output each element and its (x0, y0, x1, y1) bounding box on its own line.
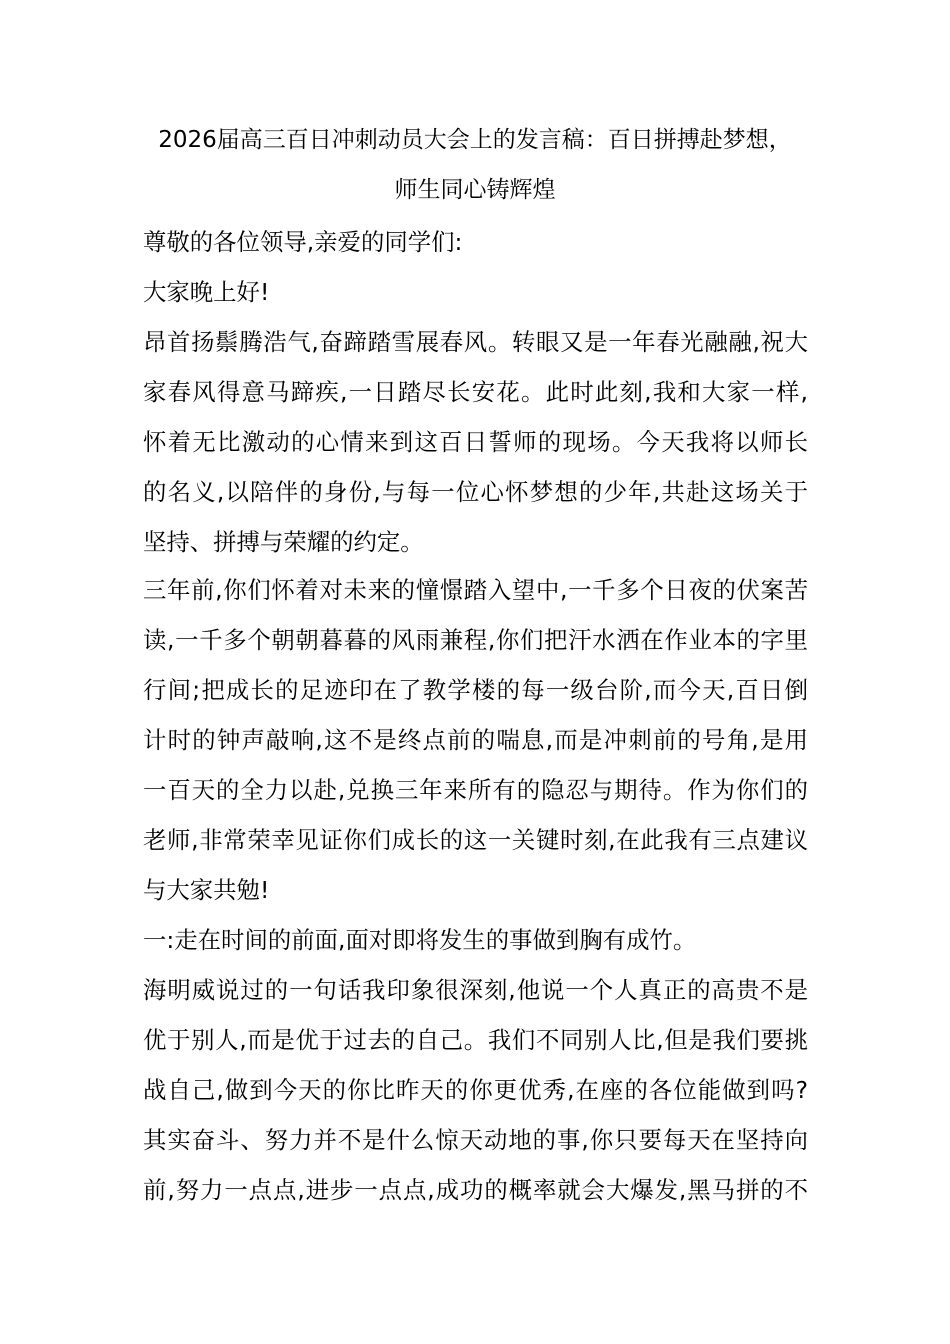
paragraph-2-line: 行间;把成长的足迹印在了教学楼的每一级台阶,而今天,百日倒 (143, 676, 808, 704)
paragraph-2-line: 三年前,你们怀着对未来的憧憬踏入望中,一千多个日夜的伏案苦 (143, 576, 808, 604)
greeting: 大家晚上好! (143, 278, 270, 306)
paragraph-3-line: 优于别人,而是优于过去的自己。我们不同别人比,但是我们要挑 (143, 1026, 808, 1054)
paragraph-1-line: 家春风得意马蹄疾,一日踏尽长安花。此时此刻,我和大家一样, (143, 378, 808, 406)
paragraph-1-line: 昂首扬鬃腾浩气,奋蹄踏雪展春风。转眼又是一年春光融融,祝大 (143, 328, 808, 356)
salutation: 尊敬的各位领导,亲爱的同学们: (143, 228, 463, 256)
paragraph-2-line: 读,一千多个朝朝暮暮的风雨兼程,你们把汗水洒在作业本的字里 (143, 626, 808, 654)
paragraph-3-line: 其实奋斗、努力并不是什么惊天动地的事,你只要每天在坚持向 (143, 1126, 808, 1154)
paragraph-3-line: 前,努力一点点,进步一点点,成功的概率就会大爆发,黑马拼的不 (143, 1176, 808, 1204)
document-title-line-2: 师生同心铸辉煌 (394, 177, 556, 203)
paragraph-3-line: 战自己,做到今天的你比昨天的你更优秀,在座的各位能做到吗? (143, 1076, 808, 1104)
paragraph-3-line: 海明威说过的一句话我印象很深刻,他说一个人真正的高贵不是 (143, 976, 808, 1004)
paragraph-1-line: 坚持、拼搏与荣耀的约定。 (143, 528, 424, 556)
paragraph-2-line: 计时的钟声敲响,这不是终点前的喘息,而是冲刺前的号角,是用 (143, 726, 808, 754)
point-1-heading: 一:走在时间的前面,面对即将发生的事做到胸有成竹。 (143, 926, 697, 954)
document-title-line-1: 2026届高三百日冲刺动员大会上的发言稿：百日拼搏赴梦想， (158, 127, 792, 153)
paragraph-1-line: 的名义,以陪伴的身份,与每一位心怀梦想的少年,共赴这场关于 (143, 478, 808, 506)
paragraph-2-line: 与大家共勉! (143, 876, 270, 904)
paragraph-2-line: 老师,非常荣幸见证你们成长的这一关键时刻,在此我有三点建议 (143, 826, 808, 854)
paragraph-2-line: 一百天的全力以赴,兑换三年来所有的隐忍与期待。作为你们的 (143, 776, 808, 804)
paragraph-1-line: 怀着无比激动的心情来到这百日誓师的现场。今天我将以师长 (143, 428, 808, 456)
